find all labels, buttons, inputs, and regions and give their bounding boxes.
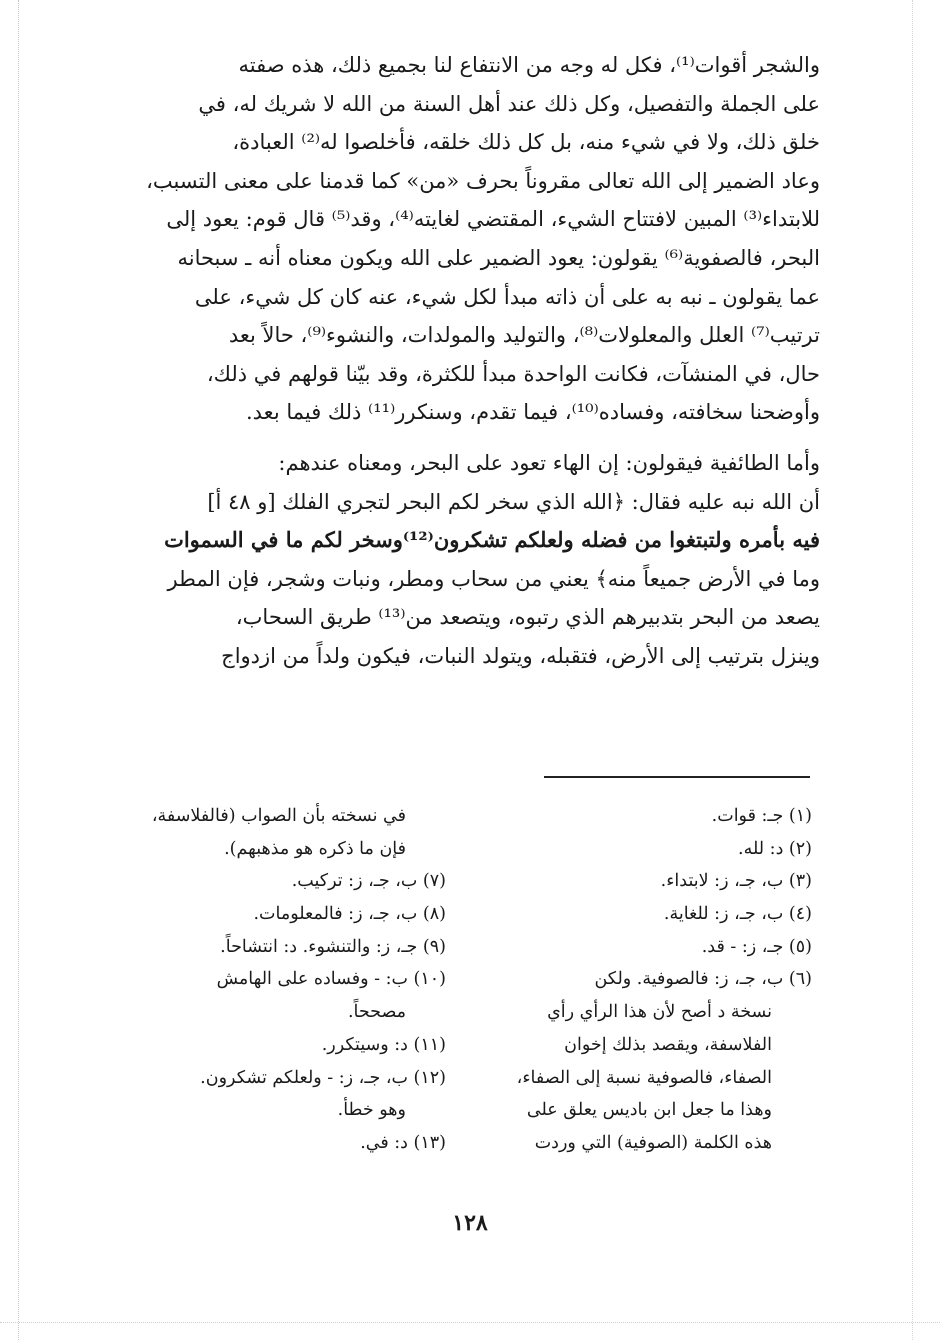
footnote: (٩) جـ، ز: والتنشوء. د: انتشاحاً. [220,936,446,957]
text-line: البحر، فالصفوية⁽⁶⁾ يقولون: يعود الضمير على الله ويكون معناه أنه ـ سبحانه [177,245,820,270]
footnote-continuation: الصفاء، فالصوفية نسبة إلى الصفاء، [516,1067,772,1088]
footnote-continuation: وهذا ما جعل ابن باديس يعلق على [526,1100,772,1121]
footnote: (٢) د: لله. [738,838,812,859]
text-line: حال، في المنشآت، فكانت الواحدة مبدأ للكثرة، وقد بيّنا قولهم في ذلك، [206,361,820,386]
text-line: عما يقولون ـ نبه به على أن ذاته مبدأ لكل شيء، عنه كان كل شيء، على [194,284,820,309]
footnote: (٥) جـ، ز: - قد. [701,936,812,957]
footnote-separator [544,776,810,778]
text-line: وأوضحنا سخافته، وفساده⁽¹⁰⁾، فيما تقدم، وسنكرر⁽¹¹⁾ ذلك فيما بعد. [245,400,820,425]
footnote: (١١) د: وسيتكرر. [321,1034,446,1055]
text-line: وعاد الضمير إلى الله تعالى مقروناً بحرف «من» كما قدمنا على معنى التسبب، [146,168,820,193]
footnote: (١٣) د: في. [360,1132,446,1153]
footnote-continuation: الفلاسفة، ويقصد بذلك إخوان [564,1034,772,1055]
footnote: (٤) ب، جـ، ز: للغاية. [663,904,812,925]
scan-margin-right [912,0,913,1340]
footnote-continuation: مصححاً. [347,1002,406,1023]
footnote: (١٢) ب، جـ، ز: - ولعلكم تشكرون. [200,1067,446,1088]
footnote-continuation: في نسخته بأن الصواب (فالفلاسفة، [151,806,406,826]
text-line: أن الله نبه عليه فقال: ﴿الله الذي سخر لكم البحر لتجري الفلك [و ٤٨ أ] [207,489,820,514]
text-line: على الجملة والتفصيل، وكل ذلك عند أهل السنة من الله لا شريك له، في [198,91,820,116]
footnote: (١) جـ: قوات. [711,806,812,826]
footnote-continuation: نسخة د أصح لأن هذا الرأي رأي [547,1002,772,1023]
footnote: (٦) ب، جـ، ز: فالصوفية. ولكن [594,969,812,990]
text-line: وينزل بترتيب إلى الأرض، فتقبله، ويتولد النبات، فيكون ولداً من ازدواج [221,643,820,668]
text-line: يصعد من البحر بتدبيرهم الذي رتبوه، ويتصعد من⁽¹³⁾ طريق السحاب، [235,605,820,630]
text-line: ترتيب⁽⁷⁾ العلل والمعلولات⁽⁸⁾، والتوليد والمولدات، والنشوء⁽⁹⁾، حالاً بعد [228,323,820,348]
footnote: (٣) ب، جـ، ز: لابتداء. [660,871,812,892]
footnotes-left-column [112,800,446,1160]
main-text [100,46,820,676]
scan-margin-left [18,0,19,1340]
footnotes-right-column [480,800,812,1160]
footnote: (٨) ب، جـ، ز: فالمعلومات. [253,904,446,925]
text-line: وأما الطائفية فيقولون: إن الهاء تعود على البحر، ومعناه عندهم: [278,450,820,475]
scan-margin-bottom [0,1322,940,1323]
footnote-continuation: فإن ما ذكره هو مذهبهم). [224,838,406,859]
footnote-continuation: وهو خطأ. [337,1100,406,1121]
text-line: للابتداء⁽³⁾ المبين لافتتاح الشيء، المقتضي لغايته⁽⁴⁾، وقد⁽⁵⁾ قال قوم: يعود إلى [166,207,820,232]
text-line: خلق ذلك، ولا في شيء منه، بل كل ذلك خلقه، فأخلصوا له⁽²⁾ العبادة، [232,130,820,155]
footnote-continuation: هذه الكلمة (الصوفية) التي وردت [534,1132,772,1153]
paragraph-break [100,432,820,444]
quran-verse-line: فيه بأمره ولتبتغوا من فضله ولعلكم تشكرون⁽¹²⁾وسخر لكم ما في السموات [164,527,820,553]
page-number: ١٢٨ [452,1210,488,1236]
text-line: وما في الأرض جميعاً منه﴾ يعني من سحاب ومطر، ونبات وشجر، فإن المطر [167,566,820,591]
text-line: والشجر أقوات⁽¹⁾، فكل له وجه من الانتفاع لنا بجميع ذلك، هذه صفته [238,53,820,77]
footnote: (١٠) ب: - وفساده على الهامش [216,969,446,990]
footnote: (٧) ب، جـ، ز: تركيب. [291,871,446,892]
